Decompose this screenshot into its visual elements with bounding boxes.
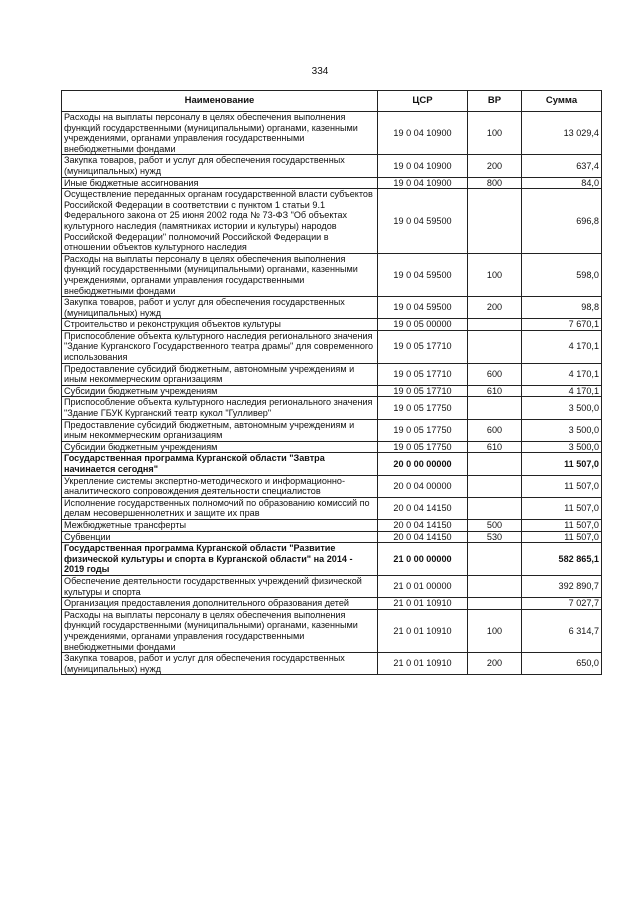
cell-name: Субвенции: [62, 531, 378, 543]
cell-sum: 11 507,0: [522, 531, 602, 543]
table-row: [62, 653, 602, 675]
cell-vr: [468, 319, 522, 331]
cell-csr: 20 0 04 14150: [378, 531, 468, 543]
cell-sum: 4 170,1: [522, 330, 602, 363]
table-row: [62, 253, 602, 296]
cell-sum: 84,0: [522, 177, 602, 189]
cell-sum: 598,0: [522, 253, 602, 296]
table-row: [62, 543, 602, 576]
cell-vr: 100: [468, 609, 522, 652]
cell-name: Иные бюджетные ассигнования: [62, 177, 378, 189]
cell-vr: [468, 575, 522, 597]
cell-csr: 19 0 04 59500: [378, 253, 468, 296]
cell-name: Укрепление системы экспертно-методического и информационно-аналитического сопровождения деятельности специалистов: [62, 475, 378, 497]
cell-vr: 610: [468, 385, 522, 397]
cell-csr: 19 0 04 10900: [378, 112, 468, 155]
cell-sum: 11 507,0: [522, 519, 602, 531]
cell-sum: 98,8: [522, 297, 602, 319]
cell-sum: 650,0: [522, 653, 602, 675]
cell-sum: 392 890,7: [522, 575, 602, 597]
table-row: [62, 598, 602, 610]
cell-sum: 6 314,7: [522, 609, 602, 652]
cell-name: Расходы на выплаты персоналу в целях обеспечения выполнения функций государственными (муниципальными) органами, казенными учреждениями, органами управления государственными внебюджетными фондами: [62, 112, 378, 155]
cell-name: Предоставление субсидий бюджетным, автономным учреждениям и иным некоммерческим организациям: [62, 419, 378, 441]
cell-csr: 20 0 04 14150: [378, 519, 468, 531]
cell-name: Государственная программа Курганской области "Завтра начинается сегодня": [62, 453, 378, 475]
cell-sum: 4 170,1: [522, 363, 602, 385]
cell-csr: 19 0 04 59500: [378, 297, 468, 319]
cell-csr: 19 0 04 59500: [378, 189, 468, 254]
cell-vr: 800: [468, 177, 522, 189]
table-row: [62, 475, 602, 497]
table-row: [62, 297, 602, 319]
table-row: [62, 441, 602, 453]
table-row: [62, 385, 602, 397]
cell-csr: 19 0 05 17750: [378, 441, 468, 453]
cell-csr: 20 0 04 14150: [378, 497, 468, 519]
cell-vr: [468, 598, 522, 610]
cell-csr: 19 0 04 10900: [378, 177, 468, 189]
cell-sum: 11 507,0: [522, 497, 602, 519]
cell-csr: 19 0 05 17750: [378, 419, 468, 441]
cell-vr: [468, 497, 522, 519]
cell-vr: 610: [468, 441, 522, 453]
cell-name: Приспособление объекта культурного наследия регионального значения "Здание ГБУК Курганский театр кукол "Гулливер": [62, 397, 378, 419]
header-name: Наименование: [62, 91, 378, 112]
cell-vr: [468, 189, 522, 254]
table-row: [62, 177, 602, 189]
cell-name: Расходы на выплаты персоналу в целях обеспечения выполнения функций государственными (муниципальными) органами, казенными учреждениями, органами управления государственными внебюджетными фондами: [62, 253, 378, 296]
cell-name: Субсидии бюджетным учреждениям: [62, 441, 378, 453]
table-row: [62, 497, 602, 519]
header-row: [62, 91, 602, 112]
cell-name: Межбюджетные трансферты: [62, 519, 378, 531]
cell-vr: 500: [468, 519, 522, 531]
cell-name: Приспособление объекта культурного наследия регионального значения "Здание Курганского Государственного театра драмы" для современного использования: [62, 330, 378, 363]
cell-vr: 600: [468, 363, 522, 385]
cell-vr: [468, 453, 522, 475]
cell-name: Закупка товаров, работ и услуг для обеспечения государственных (муниципальных) нужд: [62, 653, 378, 675]
cell-sum: 582 865,1: [522, 543, 602, 576]
cell-csr: 20 0 00 00000: [378, 453, 468, 475]
table-row: [62, 519, 602, 531]
cell-csr: 19 0 05 17750: [378, 397, 468, 419]
cell-sum: 11 507,0: [522, 475, 602, 497]
cell-name: Закупка товаров, работ и услуг для обеспечения государственных (муниципальных) нужд: [62, 297, 378, 319]
table-row: [62, 112, 602, 155]
cell-sum: 3 500,0: [522, 441, 602, 453]
table-row: [62, 609, 602, 652]
cell-vr: 600: [468, 419, 522, 441]
cell-sum: 11 507,0: [522, 453, 602, 475]
table-row: [62, 531, 602, 543]
cell-name: Исполнение государственных полномочий по образованию комиссий по делам несовершеннолетних и защите их прав: [62, 497, 378, 519]
cell-name: Осуществление переданных органам государственной власти субъектов Российской Федерации в соответствии с пунктом 1 статьи 9.1 Федерального закона от 25 июня 2002 года № 73-ФЗ "Об объектах культурного наследия (памятниках истории и культуры) народов Российской Федерации" полномочий Российской Федерации в отношении объектов культурного наследия: [62, 189, 378, 254]
cell-csr: 19 0 05 17710: [378, 363, 468, 385]
budget-table: [61, 90, 602, 675]
table-row: [62, 319, 602, 331]
cell-csr: 21 0 01 00000: [378, 575, 468, 597]
header-sum: Сумма: [522, 91, 602, 112]
cell-sum: 3 500,0: [522, 419, 602, 441]
cell-name: Строительство и реконструкция объектов культуры: [62, 319, 378, 331]
cell-sum: 4 170,1: [522, 385, 602, 397]
cell-vr: 200: [468, 653, 522, 675]
cell-csr: 21 0 01 10910: [378, 653, 468, 675]
cell-name: Закупка товаров, работ и услуг для обеспечения государственных (муниципальных) нужд: [62, 155, 378, 177]
table-row: [62, 330, 602, 363]
table-row: [62, 189, 602, 254]
cell-sum: 3 500,0: [522, 397, 602, 419]
cell-csr: 19 0 05 00000: [378, 319, 468, 331]
cell-vr: 100: [468, 253, 522, 296]
cell-vr: [468, 330, 522, 363]
table-header: [62, 91, 602, 112]
cell-csr: 21 0 01 10910: [378, 609, 468, 652]
cell-csr: 19 0 05 17710: [378, 385, 468, 397]
table-row: [62, 453, 602, 475]
header-vr: ВР: [468, 91, 522, 112]
cell-name: Организация предоставления дополнительного образования детей: [62, 598, 378, 610]
cell-vr: 530: [468, 531, 522, 543]
table-row: [62, 575, 602, 597]
cell-csr: 20 0 04 00000: [378, 475, 468, 497]
cell-sum: 7 670,1: [522, 319, 602, 331]
cell-sum: 7 027,7: [522, 598, 602, 610]
cell-csr: 21 0 01 10910: [378, 598, 468, 610]
cell-name: Предоставление субсидий бюджетным, автономным учреждениям и иным некоммерческим организациям: [62, 363, 378, 385]
cell-sum: 13 029,4: [522, 112, 602, 155]
cell-csr: 19 0 04 10900: [378, 155, 468, 177]
table-row: [62, 397, 602, 419]
cell-vr: 100: [468, 112, 522, 155]
cell-name: Государственная программа Курганской области "Развитие физической культуры и спорта в Курганской области" на 2014 - 2019 годы: [62, 543, 378, 576]
header-csr: ЦСР: [378, 91, 468, 112]
cell-vr: [468, 397, 522, 419]
cell-vr: [468, 475, 522, 497]
cell-name: Обеспечение деятельности государственных учреждений физической культуры и спорта: [62, 575, 378, 597]
cell-csr: 21 0 00 00000: [378, 543, 468, 576]
cell-vr: 200: [468, 297, 522, 319]
table-row: [62, 363, 602, 385]
cell-vr: 200: [468, 155, 522, 177]
table-row: [62, 419, 602, 441]
cell-name: Расходы на выплаты персоналу в целях обеспечения выполнения функций государственными (муниципальными) органами, казенными учреждениями, органами управления государственными внебюджетными фондами: [62, 609, 378, 652]
cell-csr: 19 0 05 17710: [378, 330, 468, 363]
cell-sum: 696,8: [522, 189, 602, 254]
cell-name: Субсидии бюджетным учреждениям: [62, 385, 378, 397]
cell-vr: [468, 543, 522, 576]
table-row: [62, 155, 602, 177]
cell-sum: 637,4: [522, 155, 602, 177]
table-body: [62, 112, 602, 675]
page-number: 334: [311, 66, 329, 77]
